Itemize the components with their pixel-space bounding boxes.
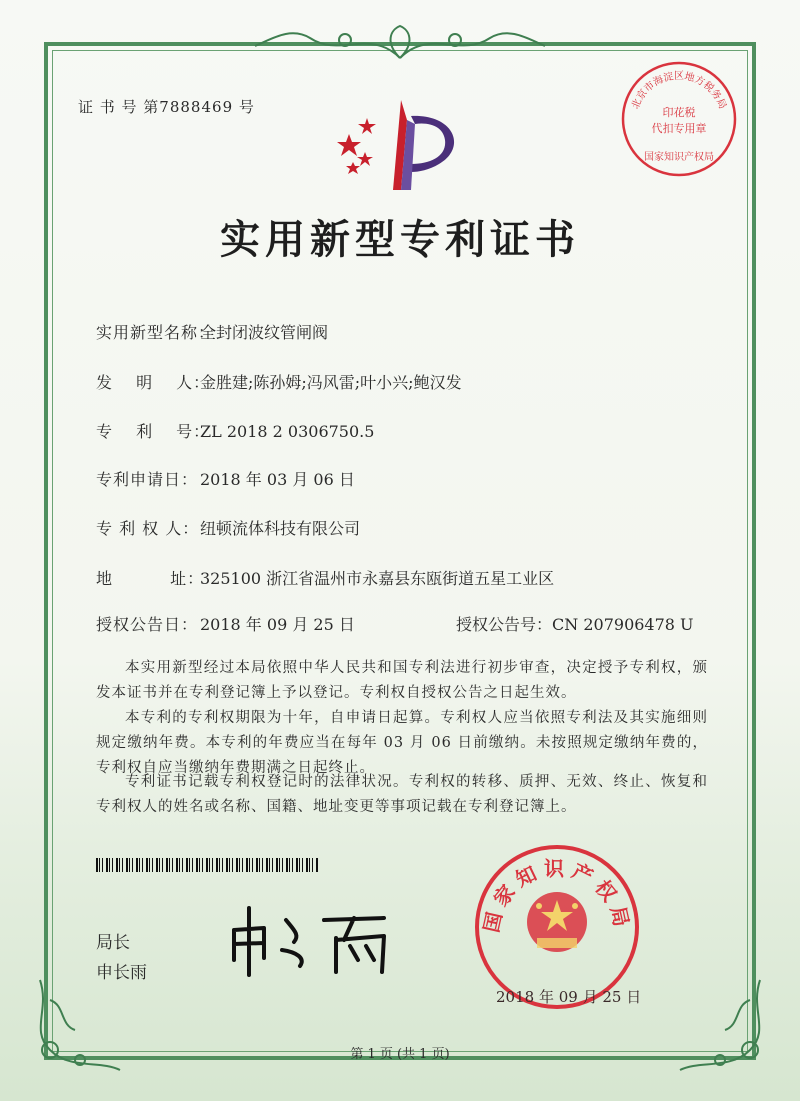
inventor-value: 金胜建;陈孙姆;冯风雷;叶小兴;鲍汉发 bbox=[200, 373, 462, 392]
utility-name-value: 全封闭波纹管闸阀 bbox=[200, 323, 329, 342]
certificate-title: 实用新型专利证书 bbox=[220, 216, 580, 263]
field-patent-number bbox=[96, 419, 374, 442]
address-label: 地 址： bbox=[96, 569, 205, 588]
top-ornament bbox=[250, 18, 550, 68]
owner-value: 纽顿流体科技有限公司 bbox=[200, 519, 361, 538]
patent-number-label: 专 利 号： bbox=[96, 422, 211, 441]
grant-date-value: 2018 年 09 月 25 日 bbox=[200, 615, 355, 634]
barcode bbox=[96, 858, 320, 872]
director-signature bbox=[224, 900, 404, 980]
apply-date-label: 专利申请日： bbox=[96, 470, 199, 489]
patent-office-logo bbox=[335, 100, 475, 200]
field-inventor bbox=[96, 370, 462, 393]
tax-stamp bbox=[620, 60, 738, 178]
grant-number-label: 授权公告号： bbox=[456, 615, 553, 634]
patent-number-value: ZL 2018 2 0306750.5 bbox=[200, 422, 375, 441]
paragraph-grant: 本实用新型经过本局依照中华人民共和国专利法进行初步审查，决定授予专利权，颁发本证书并在专利登记簿上予以登记。专利权自授权公告之日起生效。 bbox=[96, 660, 708, 701]
grant-date-label: 授权公告日： bbox=[96, 615, 199, 634]
tax-stamp-line1: 印花税 bbox=[662, 106, 696, 119]
apply-date-value: 2018 年 03 月 06 日 bbox=[200, 470, 355, 489]
utility-name-label: 实用新型名称： bbox=[96, 323, 216, 342]
address-value: 325100 浙江省温州市永嘉县东瓯街道五星工业区 bbox=[200, 569, 555, 588]
field-owner bbox=[96, 516, 360, 539]
field-grant-date bbox=[96, 612, 355, 635]
field-utility-name bbox=[96, 320, 328, 343]
seal-date: 2018 年 09 月 25 日 bbox=[496, 988, 642, 1006]
page-number: 第 1 页 (共 1 页) bbox=[350, 1047, 450, 1062]
owner-label: 专 利 权 人： bbox=[96, 519, 200, 538]
field-address bbox=[96, 566, 554, 589]
paragraph-legal-status: 专利证书记载专利权登记时的法律状况。专利权的转移、质押、无效、终止、恢复和专利权人的姓名或名称、国籍、地址变更等事项记载在专利登记簿上。 bbox=[96, 774, 708, 815]
certificate-number: 证 书 号 第7888469 号 bbox=[78, 98, 255, 116]
field-apply-date bbox=[96, 467, 355, 490]
bureau-director-name: 申长雨 bbox=[96, 963, 147, 983]
tax-stamp-bottom-text: 国家知识产权局 bbox=[644, 152, 714, 163]
tax-stamp-line2: 代扣专用章 bbox=[651, 122, 707, 135]
grant-number-value: CN 207906478 U bbox=[552, 615, 694, 634]
official-seal-text: 国家知识产权局 bbox=[479, 856, 635, 935]
bottom-left-ornament bbox=[20, 970, 130, 1080]
tax-stamp-outer-text: 北京市海淀区地方税务局 bbox=[630, 71, 728, 111]
bottom-right-ornament bbox=[670, 970, 780, 1080]
field-grant-number bbox=[456, 612, 694, 635]
bureau-title: 局长 bbox=[96, 933, 130, 953]
paragraph-term: 本专利的专利权期限为十年，自申请日起算。专利权人应当依照专利法及其实施细则规定缴纳年费。本专利的年费应当在每年 03 月 06 日前缴纳。未按照规定缴纳年费的，专利权自应当缴纳年费期满之日起终止。 bbox=[96, 710, 708, 776]
inventor-label: 发 明 人： bbox=[96, 373, 211, 392]
